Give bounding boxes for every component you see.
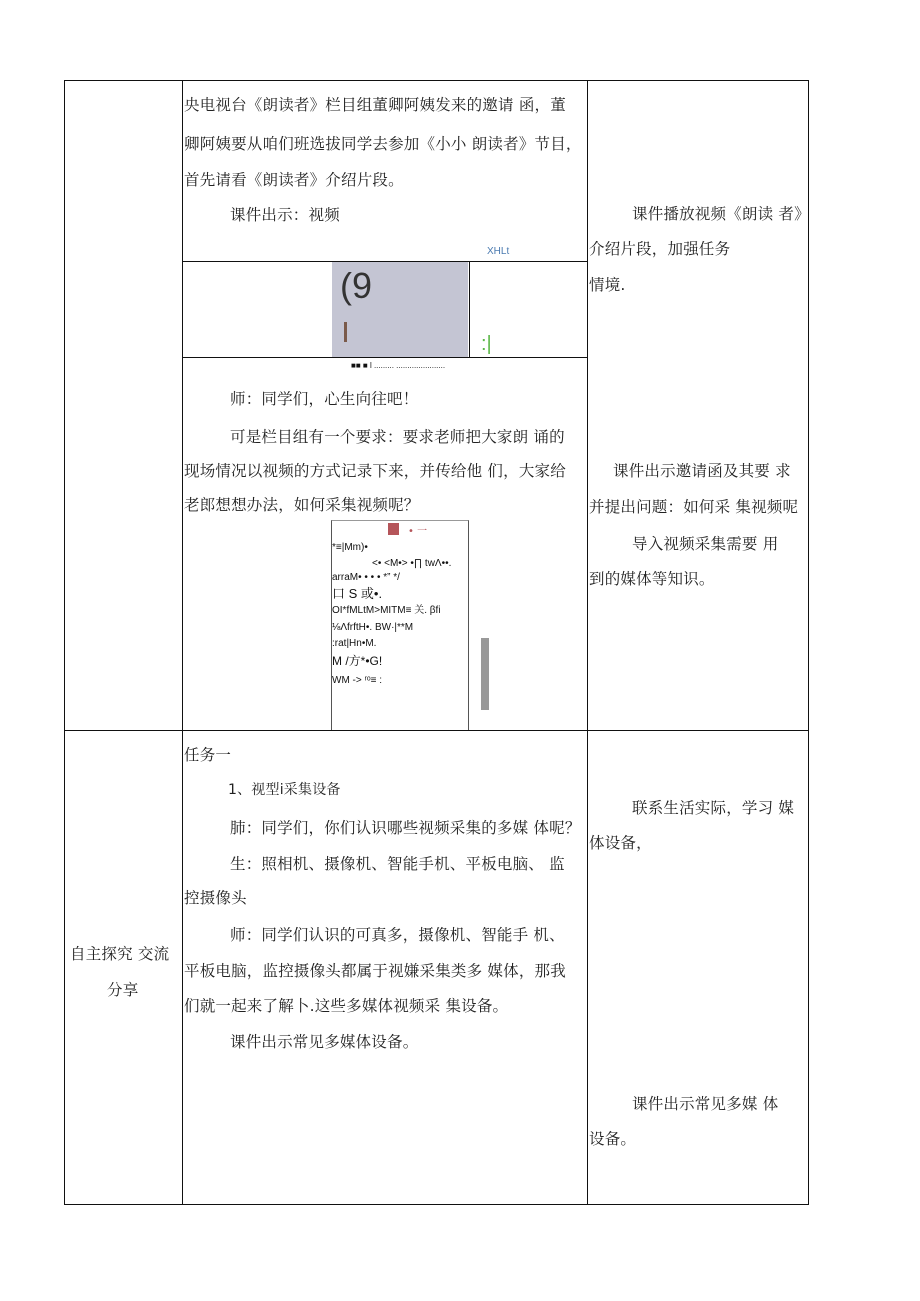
invitation-letter-image bbox=[331, 520, 469, 730]
table-border-bottom bbox=[64, 1204, 809, 1205]
note-play-video-1: 课件播放视频《朗读 者》 bbox=[632, 205, 810, 223]
note-play-video-3: 情境. bbox=[589, 276, 626, 294]
note-device-2: 体设备， bbox=[589, 834, 652, 852]
letter-line-7: :rat|Hn•M. bbox=[332, 638, 377, 649]
video-frame-bar bbox=[344, 322, 347, 342]
letter-line-3: arraM• • • • *” */ bbox=[332, 572, 400, 583]
task-line-2: 生：照相机、摄像机、智能手机、平板电脑、 监 bbox=[230, 855, 565, 873]
video-cell-divider bbox=[469, 261, 470, 357]
table-border-col2 bbox=[182, 80, 183, 1204]
note-play-video-2: 介绍片段，加强任务 bbox=[589, 240, 731, 258]
letter-top-mark: • 一 bbox=[408, 526, 428, 537]
row-divider bbox=[64, 730, 809, 731]
table-border-col3 bbox=[587, 80, 588, 1204]
teacher-line-4: 老郎想想办法，如何采集视频呢？ bbox=[184, 496, 420, 514]
note-invitation-4: 到的媒体等知识。 bbox=[589, 570, 715, 588]
courseware-video-label: 课件出示：视频 bbox=[230, 206, 340, 224]
letter-line-1: *≡|Mm)• bbox=[332, 542, 368, 553]
table-border-top bbox=[64, 80, 809, 81]
letter-line-4: 口 S 或•. bbox=[332, 586, 383, 601]
video-frame-glyph: (9 bbox=[340, 265, 373, 306]
letter-side-bar bbox=[481, 638, 489, 710]
note-invitation-1: 课件出示邀请函及其要 求 bbox=[613, 462, 791, 480]
task-line-1: 肺：同学们，你们认识哪些视频采集的多媒 体呢？ bbox=[230, 819, 581, 837]
teacher-line-3: 现场情况以视频的方式记录下来，并传给他 们，大家给 bbox=[184, 462, 566, 480]
note-device-3: 课件出示常见多媒 体 bbox=[632, 1095, 779, 1113]
intro-line-2: 卿阿姨要从咱们班选拔同学去参加《小小 朗读者》节目， bbox=[184, 135, 582, 153]
note-invitation-2: 并提出问题：如何采 集视频呢 bbox=[589, 498, 799, 516]
letter-line-6: ⅛ΛfrftH•. BW·|**M bbox=[332, 622, 414, 633]
task-subtitle: 1、视型i采集设备 bbox=[228, 782, 341, 798]
intro-line-3: 首先请看《朗读者》介绍片段。 bbox=[184, 171, 404, 189]
letter-line-8: M /方*•G! bbox=[332, 654, 383, 668]
teacher-line-2: 可是栏目组有一个要求：要求老师把大家朗 诵的 bbox=[230, 428, 565, 446]
task-line-4: 师：同学们认识的可真多，摄像机、智能手 机、 bbox=[230, 926, 565, 944]
video-thumbnail[interactable] bbox=[332, 262, 468, 357]
letter-line-2: <• <M•> •∏ twΛ••. bbox=[372, 558, 452, 569]
video-caption: ■■ ■ l ......... ...................... bbox=[351, 361, 446, 370]
task-title: 任务一 bbox=[184, 746, 232, 764]
task-line-7: 课件出示常见多媒体设备。 bbox=[230, 1033, 419, 1051]
letter-line-9: WM -> ʳᵒ≡ : bbox=[332, 675, 383, 686]
table-border-right bbox=[808, 80, 809, 1204]
table-border-left bbox=[64, 80, 65, 1204]
video-watermark: XHLt bbox=[487, 246, 510, 257]
note-invitation-3: 导入视频采集需要 用 bbox=[632, 535, 779, 553]
stage-label-1: 自主探究 交流 bbox=[70, 945, 170, 963]
task-line-6: 们就一起来了解卜.这些多媒体视频采 集设备。 bbox=[184, 997, 509, 1015]
letter-line-5: OI*fMLtM>MITM≡ 关. βfi bbox=[332, 605, 441, 616]
teacher-line-1: 师：同学们，心生向往吧！ bbox=[230, 390, 419, 408]
video-side-glyph: :| bbox=[481, 333, 492, 355]
note-device-1: 联系生活实际，学习 媒 bbox=[632, 799, 795, 817]
letter-stamp bbox=[388, 523, 399, 535]
task-line-3: 控摄像头 bbox=[184, 889, 247, 907]
task-line-5: 平板电脑，监控摄像头都属于视嫌采集类多 媒体，那我 bbox=[184, 962, 566, 980]
inner-rule-2 bbox=[182, 357, 588, 358]
stage-label-2: 分享 bbox=[107, 981, 139, 999]
intro-line-1: 央电视台《朗读者》栏目组董卿阿姨发来的邀请 函，董 bbox=[184, 96, 566, 114]
note-device-4: 设备。 bbox=[589, 1130, 637, 1148]
